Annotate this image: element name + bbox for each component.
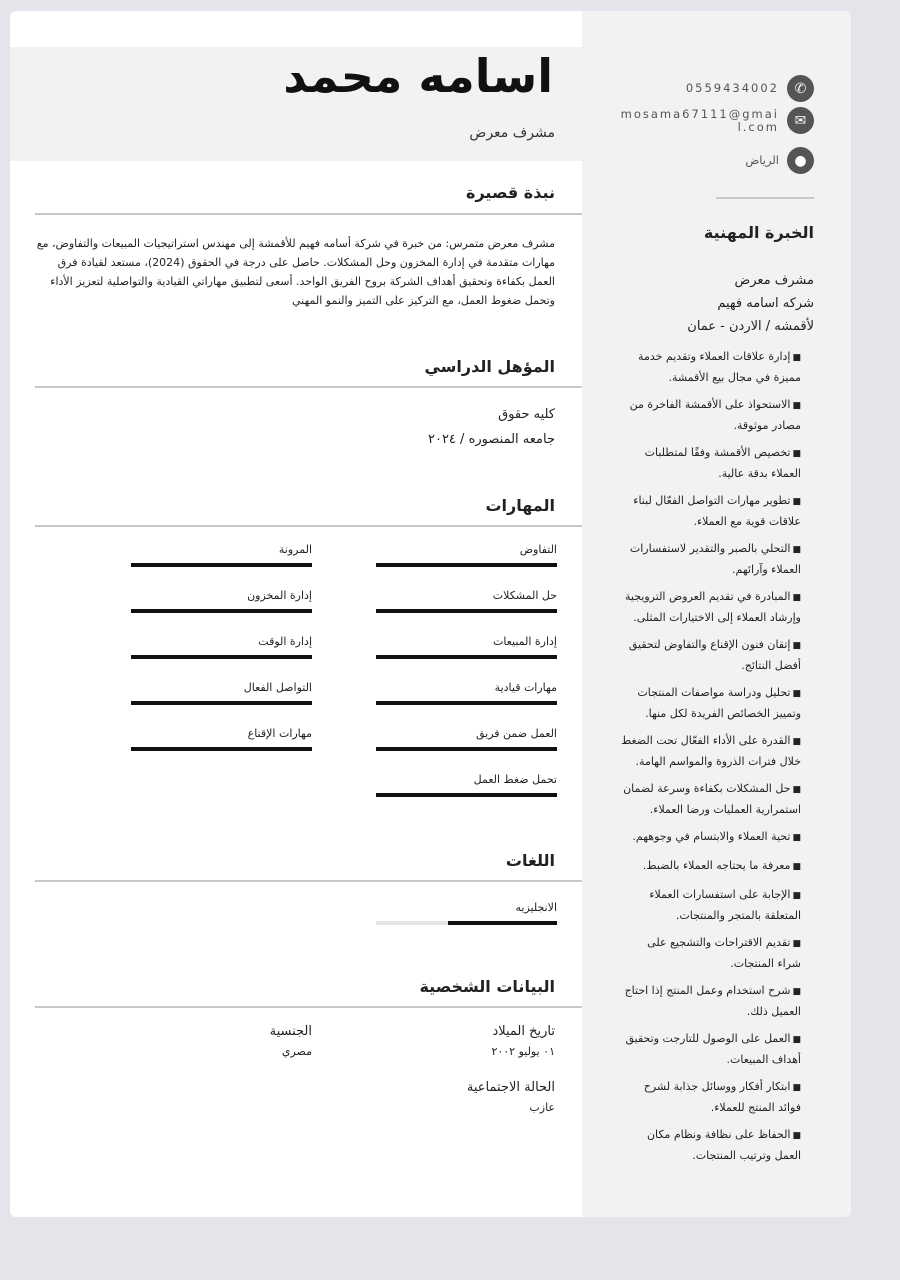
phone-icon: ✆ (787, 75, 814, 102)
skill-label: العمل ضمن فريق (475, 727, 557, 740)
divider (35, 880, 582, 882)
education-entry: كليه حقوق جامعه المنصوره / ٢٠٢٤ (427, 407, 555, 447)
experience-item: ■ شرح استخدام وعمل المنتج إذا احتاج العميل ذلك. (621, 981, 801, 1021)
skill-item (131, 589, 312, 613)
experience-item: ■ تحية العملاء والابتسام في وجوههم. (621, 827, 801, 848)
experience-heading: الخبرة المهنية (703, 223, 814, 242)
sidebar (582, 11, 851, 1217)
skill-level-bar (131, 563, 312, 567)
skill-label: المرونة (278, 543, 312, 556)
skill-level-bar (131, 747, 312, 751)
skill-level-bar (376, 609, 557, 613)
personal-heading: البيانات الشخصية (419, 977, 555, 996)
divider (716, 197, 814, 199)
experience-header: مشرف معرض شركه اسامه فهيم لأقمشه / الاردن - عمان (687, 273, 814, 334)
languages-heading: اللغات (505, 851, 555, 870)
skill-label: التفاوض (519, 543, 557, 556)
language-level-bar (376, 921, 557, 925)
skill-level-bar (131, 609, 312, 613)
skills-heading: المهارات (485, 496, 555, 515)
contact-email: mosama67111@gmail.com ✉ (619, 107, 814, 134)
skill-label: إدارة المبيعات (492, 635, 557, 648)
experience-item: ■ الاستحواذ على الأقمشة الفاخرة من مصادر موثوقة. (621, 395, 801, 435)
marital-status: الحالة الاجتماعية عازب (466, 1080, 555, 1114)
skill-level-bar (376, 563, 557, 567)
divider (35, 525, 582, 527)
mail-icon: ✉ (787, 107, 814, 134)
experience-item: ■ التحلي بالصبر والتقدير لاستفسارات العملاء وآرائهم. (621, 539, 801, 579)
location-pin-icon: ● (787, 147, 814, 174)
full-name: اسامه محمد (283, 49, 553, 103)
experience-item: ■ معرفة ما يحتاجه العملاء بالضبط. (621, 856, 801, 877)
divider (35, 1006, 582, 1008)
experience-list (621, 347, 801, 1173)
divider (35, 386, 582, 388)
skill-level-bar (376, 793, 557, 797)
skill-label: تحمل ضغط العمل (473, 773, 557, 786)
experience-item: ■ الحفاظ على نظافة ونظام مكان العمل وترتيب المنتجات. (621, 1125, 801, 1165)
language-level-fill (448, 921, 557, 925)
skill-label: مهارات قيادية (494, 681, 557, 694)
language-item: الانجليزيه (376, 901, 557, 925)
contact-phone: 0559434002 ✆ (686, 75, 814, 102)
skill-item (376, 681, 557, 705)
skill-item (131, 635, 312, 659)
birth-date: تاريخ الميلاد ٠١ يوليو ٢٠٠٢ (491, 1024, 555, 1058)
nationality: الجنسية مصري (269, 1024, 312, 1058)
skill-label: إدارة المخزون (247, 589, 312, 602)
experience-item: ■ تقديم الاقتراحات والتشجيع على شراء المنتجات. (621, 933, 801, 973)
skill-label: إدارة الوقت (258, 635, 312, 648)
skill-item (376, 727, 557, 751)
skill-item (131, 727, 312, 751)
about-text: مشرف معرض متمرس: من خبرة في شركة أسامه فهيم للأقمشة إلى مهندس استراتيجيات المبيعات والتفاوض، مع مهارات متقدمة في إدارة المخزون وحل المشكلات. حاصل على درجة في الحقوق (2024)، مستعد لقيادة فرق العمل بكفاءة وتحقيق أهداف الشركة بروح الفريق الواحد. أسعى لتطبيق مهاراتي القيادية والتواصلية لتعزيز الأداء وتحمل ضغوط العمل، مع التركيز على التميز والنمو المهني (36, 237, 555, 307)
experience-item: ■ تطوير مهارات التواصل الفعّال لبناء علاقات قوية مع العملاء. (621, 491, 801, 531)
experience-item: ■ ابتكار أفكار ووسائل جذابة لشرح فوائد المنتج للعملاء. (621, 1077, 801, 1117)
skill-item (376, 543, 557, 567)
experience-item: ■ تخصيص الأقمشة وفقًا لمتطلبات العملاء بدقة عالية. (621, 443, 801, 483)
experience-item: ■ المبادرة في تقديم العروض الترويجية وإرشاد العملاء إلى الاختيارات المثلى. (621, 587, 801, 627)
experience-item: ■ الإجابة على استفسارات العملاء المتعلقة بالمتجر والمنتجات. (621, 885, 801, 925)
experience-item: ■ حل المشكلات بكفاءة وسرعة لضمان استمرارية العمليات ورضا العملاء. (621, 779, 801, 819)
skill-level-bar (131, 701, 312, 705)
job-title: مشرف معرض (469, 125, 555, 141)
skill-item (131, 543, 312, 567)
skill-item (376, 589, 557, 613)
skill-level-bar (376, 701, 557, 705)
skill-item (376, 635, 557, 659)
experience-item: ■ القدرة على الأداء الفعّال تحت الضغط خلال فترات الذروة والمواسم الهامة. (621, 731, 801, 771)
about-heading: نبذة قصيرة (466, 183, 555, 202)
contact-location: الرياض ● (745, 147, 814, 174)
skill-item (131, 681, 312, 705)
resume-page (10, 11, 851, 1217)
experience-item: ■ العمل على الوصول للتارجت وتحقيق أهداف المبيعات. (621, 1029, 801, 1069)
skill-level-bar (131, 655, 312, 659)
experience-item: ■ إدارة علاقات العملاء وتقديم خدمة مميزة في مجال بيع الأقمشة. (621, 347, 801, 387)
skill-label: حل المشكلات (492, 589, 557, 602)
experience-item: ■ تحليل ودراسة مواصفات المنتجات وتمييز الخصائص الفريدة لكل منها. (621, 683, 801, 723)
skill-item (376, 773, 557, 797)
experience-item: ■ إتقان فنون الإقناع والتفاوض لتحقيق أفضل النتائج. (621, 635, 801, 675)
skill-label: مهارات الإقناع (247, 727, 312, 740)
divider (35, 213, 582, 215)
skill-label: التواصل الفعال (243, 681, 312, 694)
education-heading: المؤهل الدراسي (424, 357, 555, 376)
skill-level-bar (376, 655, 557, 659)
skill-level-bar (376, 747, 557, 751)
